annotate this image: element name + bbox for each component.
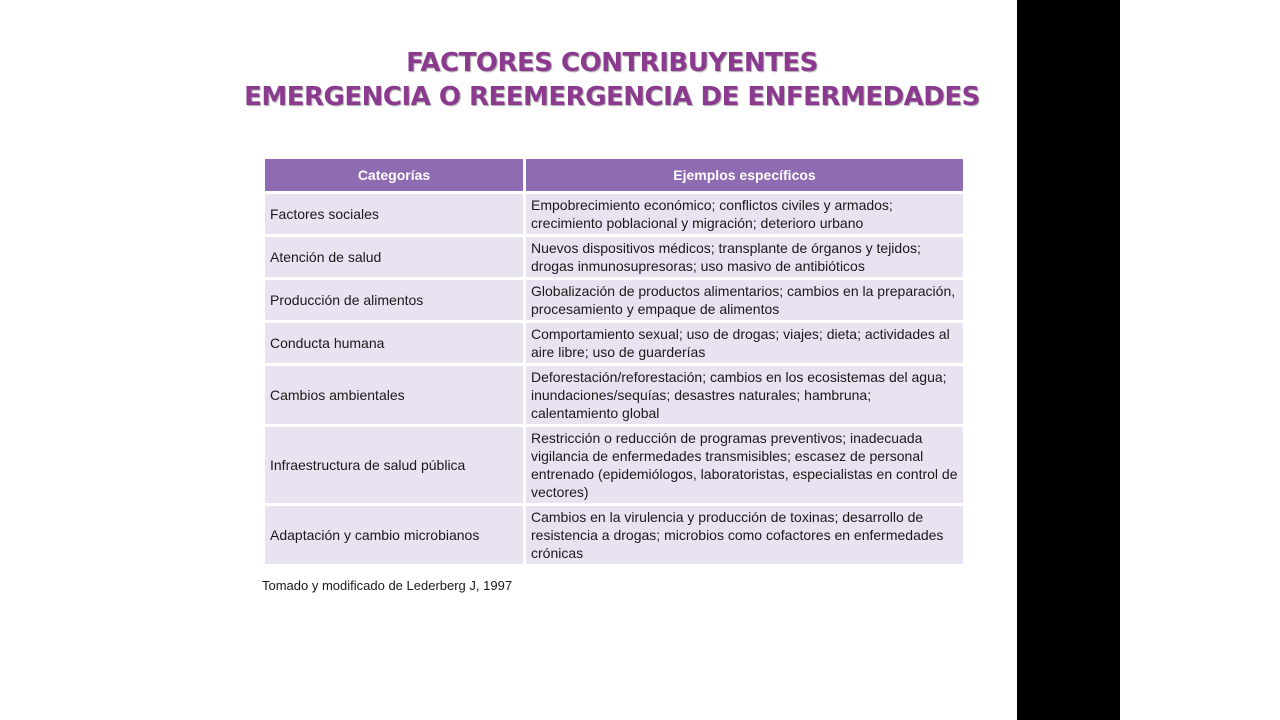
row-examples: Empobrecimiento económico; conflictos civiles y armados; crecimiento poblacional y migración; deterioro urbano (526, 194, 963, 234)
row-examples: Comportamiento sexual; uso de drogas; viajes; dieta; actividades al aire libre; uso de guarderías (526, 323, 963, 363)
row-examples: Restricción o reducción de programas preventivos; inadecuada vigilancia de enfermedades transmisibles; escasez de personal entrenado (epidemiólogos, laboratoristas, especialistas en control de vectores) (526, 427, 963, 503)
table-row (265, 237, 963, 277)
header-categorias: Categorías (265, 159, 523, 191)
slide-title (180, 46, 1044, 114)
table-row (265, 280, 963, 320)
table-row (265, 194, 963, 234)
factors-table (262, 156, 966, 567)
row-category: Factores sociales (265, 194, 523, 234)
row-examples: Nuevos dispositivos médicos; transplante de órganos y tejidos; drogas inmunosupresoras; uso masivo de antibióticos (526, 237, 963, 277)
title-line-2: EMERGENCIA O REEMERGENCIA DE ENFERMEDADES (244, 82, 980, 112)
row-category: Conducta humana (265, 323, 523, 363)
title-line-1: FACTORES CONTRIBUYENTES (406, 48, 818, 78)
table-header-row (265, 159, 963, 191)
row-examples: Cambios en la virulencia y producción de toxinas; desarrollo de resistencia a drogas; microbios como cofactores en enfermedades crónicas (526, 506, 963, 564)
row-category: Infraestructura de salud pública (265, 427, 523, 503)
row-category: Atención de salud (265, 237, 523, 277)
table-row (265, 366, 963, 424)
row-examples: Deforestación/reforestación; cambios en los ecosistemas del agua; inundaciones/sequías; desastres naturales; hambruna; calentamiento global (526, 366, 963, 424)
row-category: Cambios ambientales (265, 366, 523, 424)
table-row (265, 323, 963, 363)
table-row (265, 427, 963, 503)
header-ejemplos: Ejemplos específicos (526, 159, 963, 191)
row-category: Producción de alimentos (265, 280, 523, 320)
source-citation: Tomado y modificado de Lederberg J, 1997 (262, 578, 513, 593)
row-examples: Globalización de productos alimentarios; cambios en la preparación, procesamiento y empaque de alimentos (526, 280, 963, 320)
row-category: Adaptación y cambio microbianos (265, 506, 523, 564)
black-side-bar (1017, 0, 1120, 720)
table-row (265, 506, 963, 564)
